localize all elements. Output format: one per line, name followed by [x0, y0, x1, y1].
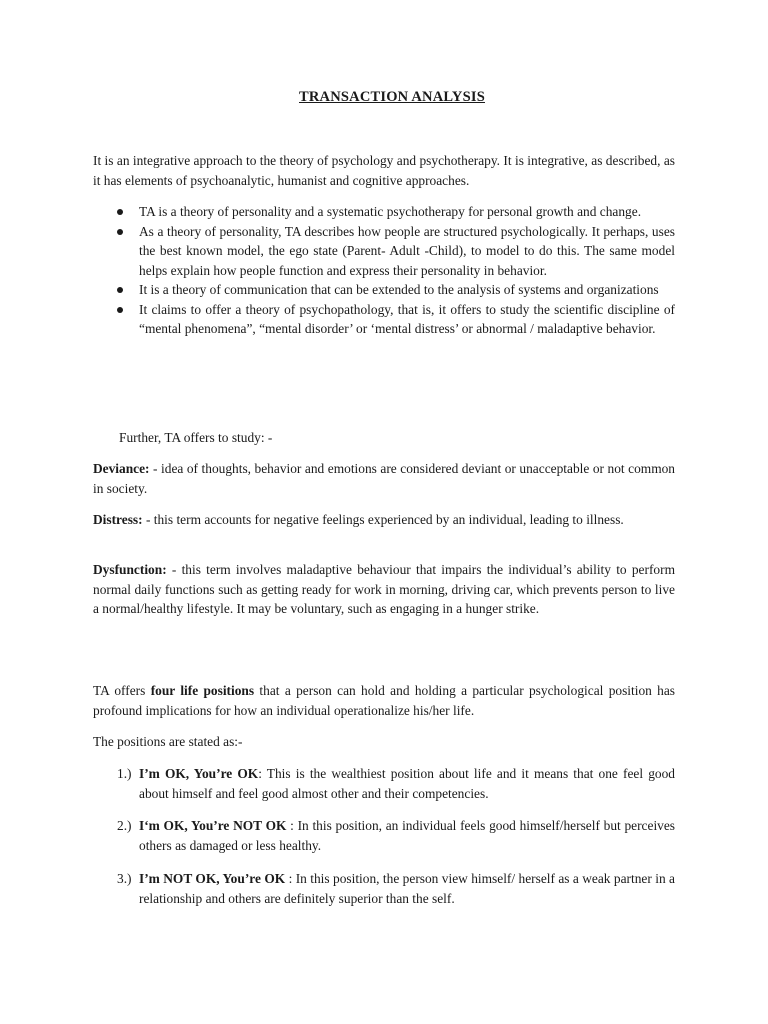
position-item-1: 1.) I’m OK, You’re OK: This is the wealthiest position about life and it means that one feel good about himself and feel good almost other and their competencies.	[117, 766, 675, 801]
positions-intro: The positions are stated as:-	[93, 734, 243, 749]
term-deviance: Deviance: - idea of thoughts, behavior and emotions are considered deviant or unacceptable or not common in society.	[93, 461, 675, 496]
document-title: TRANSACTION ANALYSIS	[299, 89, 485, 105]
list-number: 2.)	[117, 818, 132, 833]
bullet-item: It is a theory of communication that can be extended to the analysis of systems and organizations	[93, 280, 675, 300]
list-number: 1.)	[117, 766, 132, 781]
bullet-item: TA is a theory of personality and a systematic psychotherapy for personal growth and change.	[93, 202, 675, 222]
bullet-list	[93, 202, 675, 339]
intro-paragraph: It is an integrative approach to the theory of psychology and psychotherapy. It is integrative, as described, as it has elements of psychoanalytic, humanist and cognitive approaches.	[93, 153, 675, 188]
life-positions-paragraph: TA offers four life positions that a person can hold and holding a particular psychological position has profound implications for how an individual operationalize his/her life.	[93, 683, 676, 718]
position-item-3: 3.) I’m NOT OK, You’re OK : In this position, the person view himself/ herself as a weak partner in a relationship and others are definitely superior than the self.	[117, 871, 675, 906]
bullet-item: As a theory of personality, TA describes how people are structured psychologically. It perhaps, uses the best known model, the ego state (Parent- Adult -Child), to model to do this. The same model helps explain how people function and express their personality in behavior.	[93, 222, 675, 281]
term-distress: Distress: - this term accounts for negative feelings experienced by an individual, leading to illness.	[93, 512, 624, 527]
further-paragraph: Further, TA offers to study: -	[119, 430, 273, 445]
bullet-icon	[117, 229, 123, 235]
bullet-icon	[117, 307, 123, 313]
bullet-icon	[117, 209, 123, 215]
bullet-icon	[117, 287, 123, 293]
bullet-item: It claims to offer a theory of psychopathology, that is, it offers to study the scientific discipline of “mental phenomena”, “mental disorder’ or ‘mental distress’ or abnormal / maladaptive behavior.	[93, 300, 675, 339]
term-dysfunction: Dysfunction: - this term involves maladaptive behaviour that impairs the individual’s ability to perform normal daily functions such as getting ready for work in morning, driving car, which prevents person to live a normal/healthy lifestyle. It may be voluntary, such as engaging in a hunger strike.	[93, 562, 675, 616]
list-number: 3.)	[117, 871, 132, 886]
position-item-2: 2.) I‘m OK, You’re NOT OK : In this position, an individual feels good himself/herself but perceives others as damaged or less healthy.	[117, 818, 676, 853]
